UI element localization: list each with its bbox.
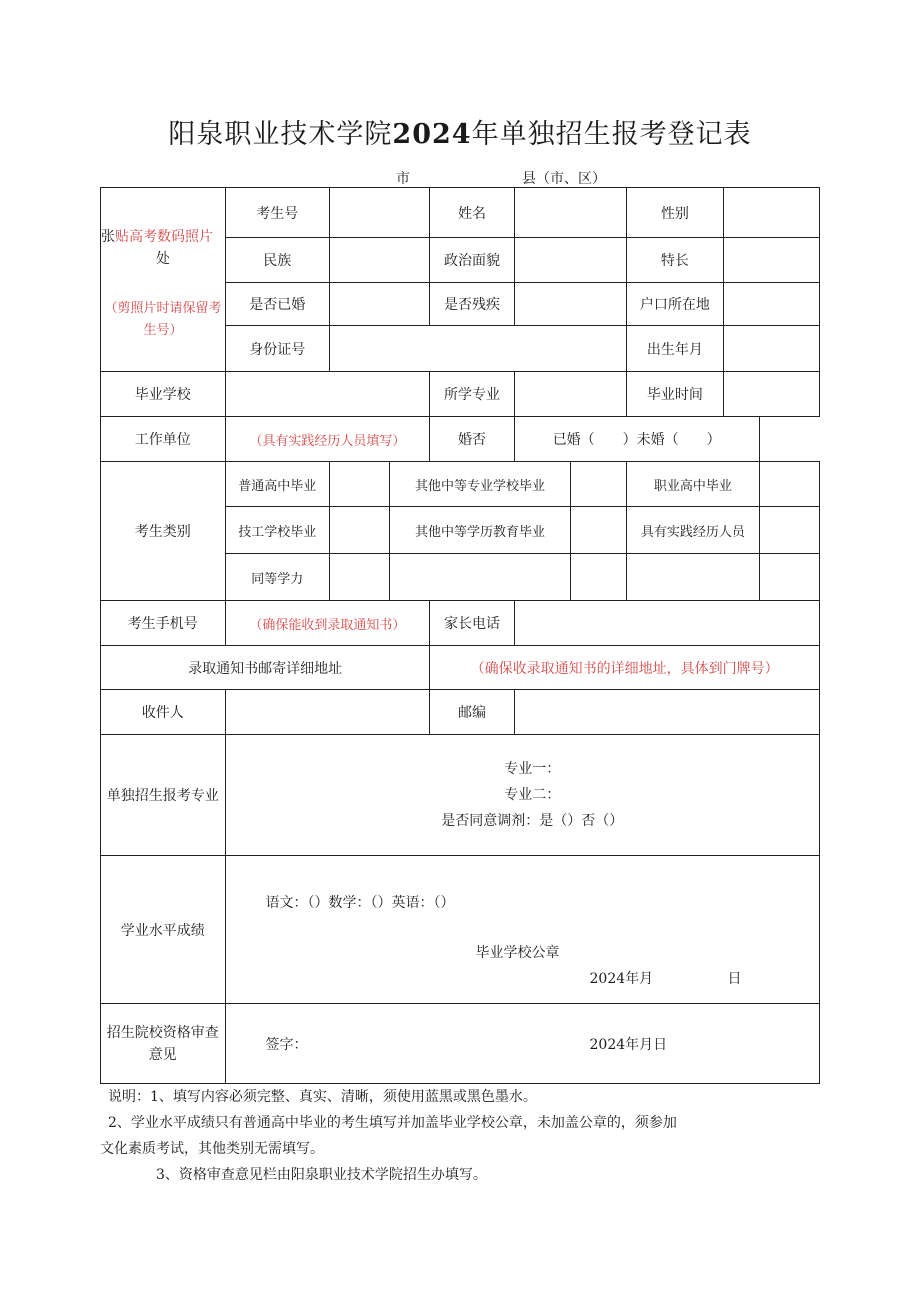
cat-equivalent: 同等学力: [225, 554, 329, 601]
school-seal: 毕业学校公章: [475, 945, 560, 961]
cat-general-high-school-box[interactable]: [329, 462, 389, 507]
cat-vocational-high-box[interactable]: [759, 462, 819, 507]
birth-field[interactable]: [723, 326, 819, 372]
academic-label: 学业水平成绩: [101, 856, 226, 1004]
cat-equivalent-box[interactable]: [329, 554, 389, 601]
disabled-label: 是否残疾: [430, 283, 514, 326]
note-2-cont: 文化素质考试，其他类别无需填写。: [100, 1141, 324, 1157]
married-field[interactable]: [329, 283, 429, 326]
cat-work-experience: 具有实践经历人员: [627, 507, 760, 554]
recipient-label: 收件人: [101, 690, 226, 735]
notes: [100, 1084, 800, 1188]
cat-work-experience-box[interactable]: [759, 507, 819, 554]
cat-empty-4[interactable]: [759, 554, 819, 601]
page-title: 阳泉职业技术学院2024年单独招生报考登记表: [168, 119, 752, 150]
cat-other-education: 其他中等学历教育毕业: [390, 507, 571, 554]
cat-general-high-school: 普通高中毕业: [225, 462, 329, 507]
adjust-option[interactable]: 是否同意调剂：是（）否（）: [441, 813, 624, 829]
note-3: 3、资格审查意见栏由阳泉职业技术学院招生办填写。: [156, 1167, 487, 1183]
id-no-label: 身份证号: [225, 326, 329, 372]
cat-vocational-high: 职业高中毕业: [627, 462, 760, 507]
name-field[interactable]: [514, 188, 626, 238]
parent-phone-label: 家长电话: [430, 601, 514, 646]
grad-school-field[interactable]: [225, 372, 430, 417]
exam-no-field[interactable]: [329, 188, 429, 238]
cat-other-secondary-box[interactable]: [570, 462, 626, 507]
review-label: 招生院校资格审查意见: [101, 1004, 226, 1084]
major-studied-field[interactable]: [514, 372, 626, 417]
hukou-field[interactable]: [723, 283, 819, 326]
major-studied-label: 所学专业: [430, 372, 514, 417]
political-label: 政治面貌: [430, 238, 514, 283]
exam-no-label: 考生号: [225, 188, 329, 238]
cat-empty-2[interactable]: [570, 554, 626, 601]
marital-options[interactable]: 已婚（ ）未婚（ ）: [514, 417, 759, 462]
cat-other-secondary: 其他中等专业学校毕业: [390, 462, 571, 507]
postcode-field[interactable]: [514, 690, 819, 735]
category-label: 考生类别: [101, 462, 226, 601]
cat-empty-1[interactable]: [390, 554, 571, 601]
married-label: 是否已婚: [225, 283, 329, 326]
address-field[interactable]: （确保收录取通知书的详细地址，具体到门牌号）: [430, 646, 820, 690]
cat-empty-3[interactable]: [627, 554, 760, 601]
county-blank[interactable]: [410, 173, 522, 188]
ethnicity-field[interactable]: [329, 238, 429, 283]
hukou-label: 户口所在地: [627, 283, 723, 326]
work-unit-field[interactable]: （具有实践经历人员填写）: [225, 417, 430, 462]
name-label: 姓名: [430, 188, 514, 238]
parent-phone-field[interactable]: [514, 601, 819, 646]
city-blank[interactable]: [300, 173, 396, 188]
seal-date: 2024年月: [589, 971, 654, 987]
region-line: 市 县（市、区）: [300, 168, 606, 188]
scores-line[interactable]: 语文：（）数学：（）英语：（）: [265, 895, 455, 911]
phone-label: 考生手机号: [101, 601, 226, 646]
postcode-label: 邮编: [430, 690, 514, 735]
disabled-field[interactable]: [514, 283, 626, 326]
major-apply-label: 单独招生报考专业: [101, 735, 226, 856]
address-label: 录取通知书邮寄详细地址: [101, 646, 430, 690]
grad-school-label: 毕业学校: [101, 372, 226, 417]
specialty-field[interactable]: [723, 238, 819, 283]
registration-form: [100, 187, 820, 1084]
review-date: 2024年月日: [589, 1037, 668, 1053]
grad-time-label: 毕业时间: [627, 372, 723, 417]
work-unit-label: 工作单位: [101, 417, 226, 462]
seal-date-day: 日: [727, 971, 742, 987]
photo-area[interactable]: 张贴高考数码照片 处 （剪照片时请保留考生号）: [101, 188, 226, 372]
phone-field[interactable]: （确保能收到录取通知书）: [225, 601, 430, 646]
note-2: 2、学业水平成绩只有普通高中毕业的考生填写并加盖毕业学校公章，未加盖公章的，须参加: [108, 1115, 677, 1131]
birth-label: 出生年月: [627, 326, 723, 372]
note-1: 说明：1、填写内容必须完整、真实、清晰，须使用蓝黑或黑色墨水。: [108, 1089, 537, 1105]
cat-technical-school-box[interactable]: [329, 507, 389, 554]
grad-time-field[interactable]: [723, 372, 819, 417]
signature: 签字：: [265, 1037, 308, 1053]
gender-field[interactable]: [723, 188, 819, 238]
gender-label: 性别: [627, 188, 723, 238]
specialty-label: 特长: [627, 238, 723, 283]
major-apply-field[interactable]: 专业一： 专业二： 是否同意调剂：是（）否（）: [225, 735, 819, 856]
id-no-field[interactable]: [329, 326, 626, 372]
political-field[interactable]: [514, 238, 626, 283]
recipient-field[interactable]: [225, 690, 430, 735]
ethnicity-label: 民族: [225, 238, 329, 283]
cat-technical-school: 技工学校毕业: [225, 507, 329, 554]
academic-field[interactable]: [225, 856, 819, 1004]
marital-label: 婚否: [430, 417, 514, 462]
cat-other-education-box[interactable]: [570, 507, 626, 554]
review-field[interactable]: [225, 1004, 819, 1084]
